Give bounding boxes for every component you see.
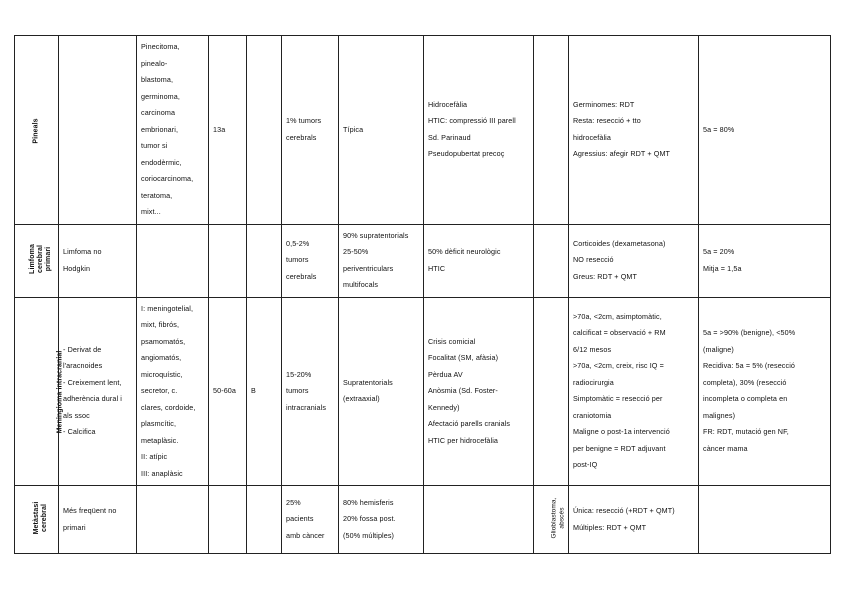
cell-line: Greus: RDT + QMT [573, 271, 637, 281]
table-cell [247, 486, 282, 554]
cell-line: FR: RDT, mutació gen NF, [703, 427, 789, 437]
cell-line: tumors [286, 386, 309, 395]
cell-line: calcificat = observació + RM [573, 328, 666, 338]
cell-line: >70a, <2cm, asimptomàtic, [573, 311, 662, 321]
table-row [15, 297, 831, 486]
cell-line: Hidrocefàlia [428, 99, 468, 109]
cell-line: 5a = >90% (benigne), <50% [703, 328, 796, 338]
cell-line: - Calcifica [63, 427, 96, 437]
table-cell [137, 36, 209, 225]
tumor-table [14, 35, 831, 554]
cell-line: angiomatós, [141, 353, 182, 362]
cell-line: Anòsmia (Sd. Foster- [428, 386, 498, 395]
table-cell [424, 224, 534, 297]
cell-line: Glioblastoma, [550, 497, 558, 539]
table-cell [282, 224, 339, 297]
cell-line: 5a = 20% [703, 247, 735, 256]
cell-line: 0,5-2% [286, 238, 310, 248]
table-cell [59, 486, 137, 554]
cell-line: per benigne = RDT adjuvant [573, 443, 666, 453]
row-header-label: Pineals [32, 117, 40, 144]
cell-line: 25% [286, 497, 301, 507]
cell-line: hidrocefàlia [573, 132, 611, 142]
table-cell [282, 486, 339, 554]
cell-line: (extraaxial) [343, 394, 380, 404]
table-cell [699, 224, 831, 297]
table-cell [282, 36, 339, 225]
cell-line: pacients [286, 514, 314, 524]
cell-line: 25-50% [343, 247, 369, 256]
cell-line: Supratentorials [343, 377, 393, 387]
cell-line: als ssoc [63, 410, 90, 420]
cell-line: pinealo- [141, 58, 168, 68]
cell-line: 80% hemisferis [343, 497, 394, 507]
cell-line: 6/12 mesos [573, 344, 612, 354]
table-cell [209, 224, 247, 297]
cell-line: endodèrmic, [141, 157, 182, 167]
table-cell [424, 297, 534, 486]
cell-line: Pseudopubertat precoç [428, 149, 505, 159]
cell-line: metaplàsic. [141, 435, 179, 445]
cell-line: 50% dèficit neurològic [428, 247, 501, 256]
cell-line: - Creixement lent, [63, 377, 122, 387]
table-cell [339, 224, 424, 297]
cell-line: intracranials [286, 402, 327, 412]
cell-line: III: anaplàsic [141, 468, 183, 478]
cell-line: mixt, fibrós, [141, 320, 180, 329]
table-cell [339, 486, 424, 554]
differential-label [551, 497, 567, 538]
cell-line: B [251, 386, 256, 395]
cell-line: radiocirurgia [573, 377, 614, 387]
cell-line: Pèrdua AV [428, 369, 463, 379]
cell-line: Típica [343, 124, 364, 134]
cell-line: Focalitat (SM, afàsia) [428, 353, 499, 362]
cell-line: Crisis comicial [428, 336, 476, 346]
cell-line: Afectació parells cranials [428, 419, 511, 428]
table-cell [569, 36, 699, 225]
cell-line: HTIC [428, 263, 446, 273]
cell-line: - Derivat de [63, 344, 102, 354]
cell-line: HTIC per hidrocefàlia [428, 435, 499, 445]
table-cell [59, 36, 137, 225]
table-cell [209, 36, 247, 225]
cell-line: secretor, c. [141, 386, 178, 395]
cell-line: Maligne o post-1a intervenció [573, 427, 670, 437]
row-header-label: Metàstasi cerebral [33, 501, 48, 535]
table-cell [137, 297, 209, 486]
cell-line: Múltiples: RDT + QMT [573, 522, 647, 532]
cell-line: Pinecitoma, [141, 42, 180, 51]
table-cell [534, 486, 569, 554]
cell-line: Corticoides (dexametasona) [573, 238, 666, 248]
cell-line: II: atípic [141, 452, 168, 461]
table-cell [59, 224, 137, 297]
cell-line: psamomatós, [141, 336, 186, 346]
cell-line: 1% tumors [286, 116, 322, 126]
cell-line: cerebrals [286, 271, 317, 281]
cell-line: Mitja = 1,5a [703, 263, 742, 273]
cell-line: adherència dural i [63, 394, 122, 404]
cell-line: tumor si [141, 141, 168, 150]
table-cell [59, 297, 137, 486]
cell-line: cerebrals [286, 132, 317, 142]
row-header-cell [15, 224, 59, 297]
table-cell [699, 36, 831, 225]
cell-line: abscés [558, 507, 566, 529]
table-row [15, 486, 831, 554]
cell-line: Única: resecció (+RDT + QMT) [573, 506, 675, 515]
table-cell [424, 486, 534, 554]
table-cell [339, 297, 424, 486]
cell-line: Sd. Parinaud [428, 132, 471, 142]
cell-line: craniotomia [573, 410, 612, 420]
table-cell [137, 224, 209, 297]
cell-line: 5a = 80% [703, 124, 735, 134]
table-cell [247, 36, 282, 225]
cell-line: Agressius: afegir RDT + QMT [573, 149, 671, 159]
table-cell [569, 224, 699, 297]
cell-line: Limfoma no [63, 247, 102, 256]
table-cell [534, 36, 569, 225]
row-header-cell [15, 486, 59, 554]
cell-line: plasmcític, [141, 419, 177, 428]
cell-line: Simptomàtic = resecció per [573, 394, 663, 404]
cell-line: Resta: resecció + tto [573, 116, 641, 126]
table-row [15, 224, 831, 297]
table-cell [209, 486, 247, 554]
row-header-label: Limfoma cerebral primari [29, 243, 52, 274]
table-cell [282, 297, 339, 486]
table-cell [247, 224, 282, 297]
table-cell [534, 224, 569, 297]
cell-line: incompleta o completa en [703, 394, 788, 404]
cell-line: 13a [213, 124, 226, 134]
cell-line: Germinomes: RDT [573, 99, 635, 109]
cell-line: Més freqüent no [63, 506, 117, 515]
cell-line: germinoma, [141, 91, 180, 101]
cell-line: teratoma, [141, 190, 173, 200]
cell-line: Recidiva: 5a = 5% (resecció [703, 361, 795, 371]
cell-line: Kennedy) [428, 402, 460, 412]
cell-line: microquístic, [141, 369, 183, 379]
cell-line: càncer mama [703, 443, 748, 453]
table-cell [699, 486, 831, 554]
cell-line: (50% múltiples) [343, 530, 395, 540]
cell-line: I: meningotelial, [141, 303, 194, 313]
cell-line: coriocarcinoma, [141, 174, 194, 183]
row-header-label: Meningioma intracranial [56, 350, 64, 434]
cell-line: >70a, <2cm, creix, risc IQ = [573, 361, 664, 371]
row-header-cell [15, 297, 64, 486]
cell-line: Hodgkin [63, 263, 91, 273]
table-cell [137, 486, 209, 554]
cell-line: mixt... [141, 207, 161, 216]
table-cell [569, 297, 699, 486]
table-cell [339, 36, 424, 225]
cell-line: (maligne) [703, 344, 734, 354]
cell-line: primari [63, 522, 86, 532]
cell-line: carcinoma [141, 108, 176, 117]
cell-line: embrionari, [141, 124, 179, 134]
cell-line: post-IQ [573, 460, 598, 470]
cell-line: tumors [286, 255, 309, 265]
cell-line: 50-60a [213, 386, 236, 395]
table-cell [569, 486, 699, 554]
table-cell [247, 297, 282, 486]
cell-line: l'aracnoides [63, 361, 103, 371]
cell-line: periventriculars [343, 263, 394, 273]
table-cell [209, 297, 247, 486]
table-row [15, 36, 831, 225]
cell-line: 20% fossa post. [343, 514, 396, 524]
cell-line: completa), 30% (resecció [703, 377, 787, 387]
cell-line: multifocals [343, 280, 379, 289]
cell-line: malignes) [703, 410, 736, 420]
cell-line: clares, cordoide, [141, 402, 196, 412]
cell-line: HTIC: compressió III parell [428, 116, 516, 126]
table-cell [424, 36, 534, 225]
cell-line: amb càncer [286, 530, 325, 540]
cell-line: 15-20% [286, 369, 312, 379]
row-header-cell [15, 36, 59, 225]
cell-line: NO resecció [573, 255, 614, 265]
cell-line: blastoma, [141, 75, 174, 84]
table-cell [534, 297, 569, 486]
cell-line: 90% supratentorials [343, 230, 409, 240]
table-cell [699, 297, 831, 486]
